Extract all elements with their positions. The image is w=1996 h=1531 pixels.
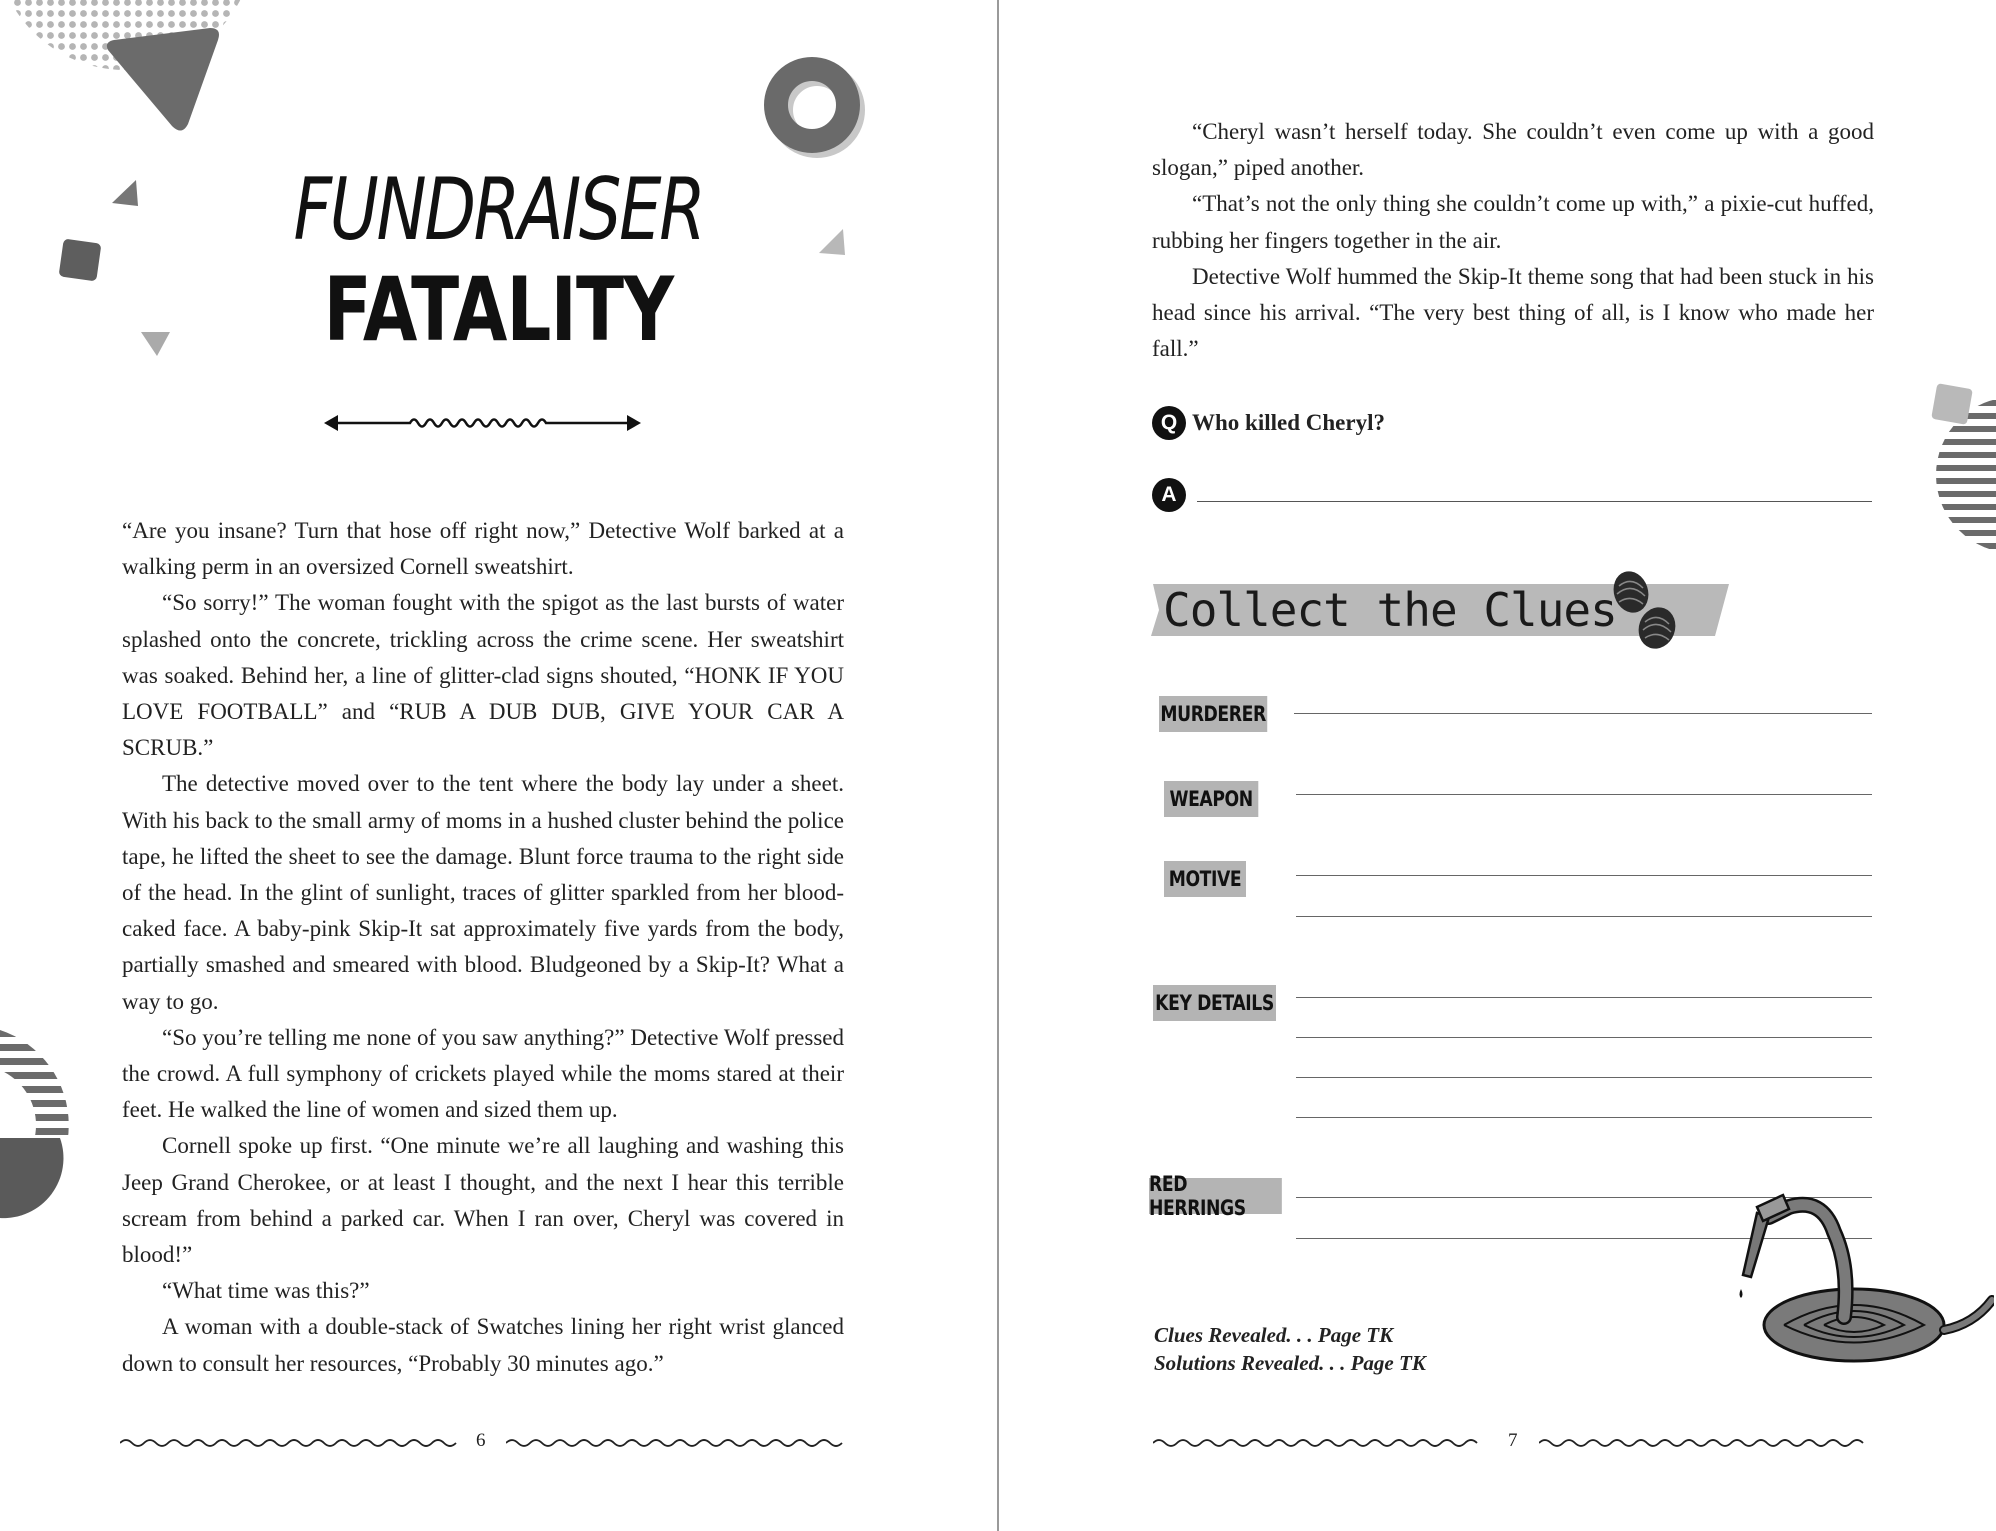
fingerprint-icon (1607, 568, 1687, 656)
key-details-line[interactable] (1296, 1117, 1872, 1118)
story-title-line2: FATALITY (323, 258, 674, 361)
answer-line[interactable] (1197, 501, 1872, 502)
red-herrings-label: RED HERRINGS (1149, 1178, 1282, 1214)
squiggle-arrow-divider (320, 410, 645, 436)
square-decoration (56, 236, 106, 286)
paragraph: “That’s not the only thing she couldn’t come up with,” a pixie-cut huffed, rubbing her fingers together in the air. (1152, 191, 1874, 253)
story-body (1152, 114, 1874, 367)
key-details-line[interactable] (1296, 1077, 1872, 1078)
murderer-label: MURDERER (1159, 696, 1267, 732)
paragraph: “What time was this?” (162, 1278, 370, 1304)
garden-hose-illustration (1729, 1165, 1994, 1375)
solutions-revealed-note: Solutions Revealed. . . Page TK (1154, 1351, 1426, 1375)
story-body (122, 513, 844, 1382)
clues-title: Collect the Clues (1163, 583, 1617, 637)
answer-row (1152, 478, 1192, 512)
footer-wave-left (1153, 1436, 1488, 1450)
striped-circle-decoration (1924, 380, 1996, 560)
question-badge: Q (1152, 406, 1186, 440)
footer-wave-right (506, 1436, 844, 1450)
weapon-line[interactable] (1296, 794, 1872, 795)
question-text: Who killed Cheryl? (1192, 410, 1385, 435)
triangle-large-decoration (100, 20, 230, 140)
answer-badge: A (1152, 478, 1186, 512)
left-page (0, 0, 997, 1531)
paragraph: “So sorry!” The woman fought with the spigot as the last bursts of water splashed onto the concrete, trickling across the crime scene. Her sweatshirt was soaked. Behind her, a line of glitter-clad signs shouted, “HONK IF YOU LOVE FOOTBALL” and “RUB A DUB DUB, GIVE YOUR CAR A SCRUB.” (122, 590, 844, 761)
weapon-label: WEAPON (1164, 781, 1258, 817)
paragraph: The detective moved over to the tent where the body lay under a sheet. With his back to the small army of moms in a hushed cluster behind the police tape, he lifted the sheet to see the damage. Blunt force trauma to the right side of the head. In the glint of sunlight, traces of glitter sparkled from her blood-caked face. A baby-pink Skip-It sat approximately five yards from the body, partially smashed and smeared with blood. Bludgeoned by a Skip-It? What a way to go. (122, 771, 844, 1014)
motive-line[interactable] (1296, 916, 1872, 917)
story-title-line1: FUNDRAISER (293, 160, 704, 260)
paragraph: A woman with a double-stack of Swatches lining her right wrist glanced down to consult her resources, “Probably 30 minutes ago.” (122, 1314, 844, 1376)
key-details-line[interactable] (1296, 1037, 1872, 1038)
paragraph: “Are you insane? Turn that hose off right now,” Detective Wolf barked at a walking perm in an oversized Cornell sweatshirt. (122, 518, 844, 580)
paragraph: “So you’re telling me none of you saw anything?” Detective Wolf pressed the crowd. A full symphony of crickets played while the moms stared at their feet. He walked the line of women and sized them up. (122, 1024, 844, 1123)
murderer-line[interactable] (1294, 713, 1872, 714)
key-details-label: KEY DETAILS (1153, 985, 1276, 1021)
footer-wave-left (120, 1436, 458, 1450)
motive-label: MOTIVE (1164, 861, 1246, 897)
paragraph: Detective Wolf hummed the Skip-It theme song that had been stuck in his head since his arrival. “The very best thing of all, is I know who made her fall.” (1152, 263, 1874, 362)
question-row (1152, 406, 1385, 440)
paragraph: “Cheryl wasn’t herself today. She couldn’t even come up with a good slogan,” piped another. (1152, 119, 1874, 181)
motive-line[interactable] (1296, 875, 1872, 876)
ring-decoration (760, 55, 870, 165)
key-details-line[interactable] (1296, 997, 1872, 998)
right-page (999, 0, 1996, 1531)
page-number: 7 (1508, 1430, 1518, 1451)
paragraph: Cornell spoke up first. “One minute we’re all laughing and washing this Jeep Grand Cherokee, or at least I thought, and the next I hear this terrible scream from behind a parked car. When I ran over, Cheryl was covered in blood!” (122, 1133, 844, 1268)
striped-half-ring-decoration (0, 1025, 90, 1225)
clues-revealed-note: Clues Revealed. . . Page TK (1154, 1323, 1394, 1347)
page-number: 6 (476, 1430, 486, 1451)
footer-wave-right (1539, 1436, 1874, 1450)
